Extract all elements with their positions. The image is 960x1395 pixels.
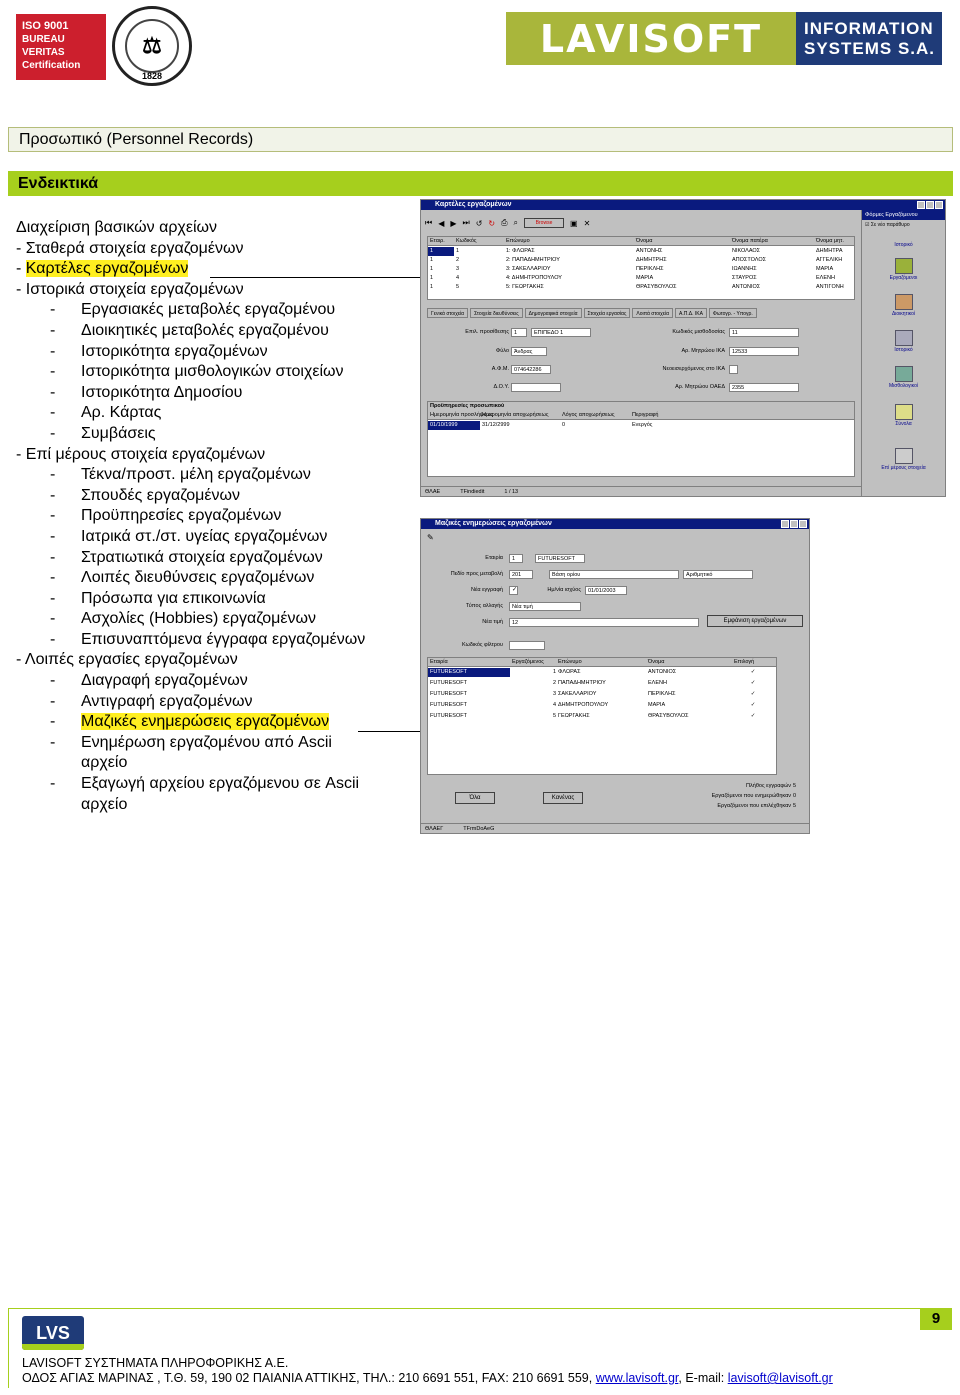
tab-general[interactable]: Γενικά στοιχεία [427,308,468,318]
list-dash: - [50,301,56,319]
list-dash: - [50,383,56,401]
cell: 5 [456,284,460,290]
col-header[interactable]: Περιγραφή [632,412,659,418]
ika-field[interactable]: 12533 [729,347,799,356]
list-subitem [16,671,416,692]
list-subitem-text: Εργασιακές μεταβολές εργαζομένου [81,301,336,319]
sex-label: Φύλο [495,348,509,354]
details-icon [895,448,913,464]
list-dash: - [50,713,56,731]
status-mid: TFrmDoAeG [463,826,495,832]
list-dash: - [50,733,56,751]
list-subitem-continuation: αρχείο [81,795,128,813]
list-dash: - [50,610,56,628]
cell: ΜΑΡΙΑ [636,275,654,281]
cell: ΜΑΡΙΑ [816,266,834,272]
history-icon [895,330,913,346]
information-systems-label [796,12,942,65]
new-ika-label: Νεοεισερχόμενος στο ΙΚΑ [662,366,725,372]
date-field[interactable]: 01/01/2003 [585,586,627,595]
payroll-code-field[interactable]: 11 [729,328,799,337]
window-titlebar [421,519,809,529]
list-subitem [16,342,416,363]
tab-apd-ika[interactable]: Α.Π.Δ. ΙΚΑ [675,308,707,318]
table-row[interactable] [428,265,854,274]
sidebar-item-history-2[interactable] [862,330,945,353]
new-value-label: Νέα τιμή [482,619,503,625]
cell: ΔΗΜΗΤΡΑ [816,248,843,254]
list-dash: - [50,692,56,710]
print-icon[interactable]: ⎙ [501,218,508,227]
status-mid: TFindiedit [460,489,485,495]
cell: 2 [552,680,556,686]
company-code-field[interactable]: 1 [511,328,527,337]
table-row[interactable] [428,701,776,710]
sidebar-item-employees[interactable] [862,258,945,281]
total-records-value: 5 [793,783,797,789]
sidebar-item-payroll[interactable] [862,366,945,389]
grid-header [428,658,776,667]
window-titlebar [421,200,945,210]
window-title: Καρτέλες εργαζομένων [435,201,512,208]
list-subitem [16,300,416,321]
cell: FUTURESOFT [428,668,510,677]
next-record-icon[interactable]: ▶ [450,218,457,228]
cell: ΣΑΚΕΛΛΑΡΙΟΥ [558,691,597,697]
list-item: - Ιστορικά στοιχεία εργαζομένων [16,280,244,298]
cell: ΑΝΤΙΓΟΝΗ [816,284,844,290]
list-subitem-text: Λοιπές διευθύνσεις εργαζομένων [81,569,315,587]
list-subitem-text: Διαγραφή εργαζομένων [81,672,248,690]
col-header[interactable]: Επώνυμο [506,238,530,244]
list-dash: - [50,507,56,525]
sidebar-item-label: Εργαζόμενοι [889,275,918,281]
list-subitem [16,383,416,404]
sidebar-item-details[interactable] [862,448,945,471]
company-name-field[interactable]: FUTURESOFT [535,554,585,563]
afm-label: Α.Φ.Μ. [491,366,509,372]
footer-company: LAVISOFT ΣΥΣΤΗΜΑΤΑ ΠΛΗΡΟΦΟΡΙΚΗΣ Α.Ε. [22,1356,289,1370]
list-subitem-text: Εξαγωγή αρχείου εργαζόμενου σε Ascii [81,775,360,793]
col-header[interactable]: Εταιρ. [430,238,445,244]
cell: ΕΛΕΝΗ [816,275,835,281]
list-dash: - [50,569,56,587]
employee-forms-sidebar [861,210,945,496]
window-controls[interactable] [917,201,943,209]
sidebar-item-totals[interactable] [862,404,945,427]
table-row[interactable] [428,274,854,283]
select-checkbox[interactable]: ✓ [750,702,756,708]
payroll-code-label: Κωδικός μισθοδοσίας [672,329,725,335]
list-subitem [16,568,416,589]
oaed-field[interactable]: 2355 [729,383,799,392]
list-dash: - [50,466,56,484]
cell: ΠΑΠΑΔΗΜΗΤΡΙΟΥ [558,680,606,686]
cell: 1 [456,248,460,254]
cell: ΣΤΑΥΡΟΣ [732,275,757,281]
connector-line [210,277,420,278]
list-subitem-text: Στρατιωτικά στοιχεία εργαζομένων [81,548,323,566]
ika-label: Αρ. Μητρώου ΙΚΑ [681,348,725,354]
sidebar-title: Φόρμες Εργαζόμενου [862,210,945,220]
col-header[interactable]: Λόγος αποχωρήσεως [562,412,615,418]
list-subitem [16,486,416,507]
table-row[interactable] [428,668,776,677]
list-subitem [16,630,416,651]
cell: 3 [552,691,556,697]
cell: ΑΓΓΕΛΙΚΗ [816,257,843,263]
change-type-select[interactable]: Νέα τιμή [509,602,581,611]
cell: 1 [552,669,556,675]
list-dash: - [50,548,56,566]
list-subitem-text: Ενημέρωση εργαζομένου από Ascii [81,733,332,751]
company-label: Επιλ. προσίθεσης [465,329,509,335]
undo-icon[interactable]: ↺ [475,218,483,228]
cell: ΦΛΩΡΑΣ [558,669,581,675]
employees-icon [895,258,913,274]
col-header[interactable]: Επιλογή [734,659,755,665]
list-subitem-text: Επισυναπτόμενα έγγραφα εργαζομένων [81,630,366,648]
totals-icon [895,404,913,420]
cell: ΙΩΑΝΝΗΣ [732,266,757,272]
cell: ΝΙΚΟΛΑΟΣ [732,248,761,254]
cell: 1 [428,247,454,256]
cell: ΑΝΤΩΝΙΟΣ [648,669,677,675]
cell: ΘΡΑΣΥΒΟΥΛΟΣ [648,713,689,719]
sidebar-item-label: Επί μέρους στοιχεία [881,465,926,471]
lavisoft-logo [506,12,942,65]
col-header[interactable]: Όνομα πατέρα [732,238,768,244]
list-subitem-text: Ασχολίες (Hobbies) εργαζομένων [81,610,316,628]
col-header[interactable]: Ημερομηνία προσλήψεως [430,412,494,418]
tab-addresses[interactable]: Στοιχεία διευθύνσεις [470,308,523,318]
field-name-field[interactable]: Βάση ορίου [549,570,679,579]
cell: Ενεργός [632,422,653,428]
sidebar-item-label: Διοικητικοί [891,311,916,317]
status-left: ΘΛΑΕΓ [425,826,444,832]
cell: FUTURESOFT [430,713,467,719]
selected-label: Εργαζόμενοι που επιλέχθηκαν [717,803,791,809]
list-subitem [16,609,416,630]
new-ika-checkbox[interactable] [729,365,738,374]
first-record-icon[interactable]: ⏮ [425,218,433,227]
bureau-veritas-logo [16,6,196,86]
total-records-label: Πλήθος εγγραφών [746,783,791,789]
delete-icon[interactable]: ✕ [583,218,591,228]
employee-cards-window [420,199,946,497]
history-title [428,402,854,411]
list-item: - Λοιπές εργασίες εργαζομένων [16,651,238,669]
cell: ΑΠΟΣΤΟΛΟΣ [732,257,766,263]
filter-code-field[interactable] [509,641,545,650]
cell: 5: ΓΕΩΡΓΑΚΗΣ [506,284,544,290]
list-item: - Επί μέρους στοιχεία εργαζομένων [16,445,266,463]
browse-button[interactable]: Browse [524,218,564,228]
list-dash: - [50,486,56,504]
col-header[interactable]: Εργαζόμενος [512,659,544,665]
list-subitem [16,362,416,383]
cell: 1 [430,284,434,290]
afm-field[interactable]: 074642286 [511,365,551,374]
select-all-button[interactable]: Όλα [455,792,495,804]
change-type-label: Τύπος αλλαγής [465,603,503,609]
cell: 4: ΔΗΜΗΤΡΟΠΟΥΛΟΥ [506,275,562,281]
list-subitem-text: Πρόσωπα για επικοινωνία [81,589,266,607]
select-checkbox[interactable]: ✓ [750,680,756,686]
show-employees-button[interactable]: Εμφάνιση εργαζομένων [707,615,803,627]
record-tabs [427,308,757,318]
list-item: - Σταθερά στοιχεία εργαζομένων [16,239,244,257]
list-subitem [16,733,416,754]
oaed-label: Αρ. Μητρώου ΟΑΕΔ [675,384,725,390]
list-subitem [16,321,416,342]
table-row[interactable] [428,283,854,292]
subsection-title: Ενδεικτικά [8,171,953,196]
list-subitem-text: Ιστορικότητα εργαζομένων [81,342,268,360]
highlighted-item: Μαζικές ενημερώσεις εργαζομένων [81,713,330,731]
updated-label: Εργαζόμενοι που ενημερώθηκαν [711,793,791,799]
cell: FUTURESOFT [430,702,467,708]
sidebar-item-admin[interactable] [862,294,945,317]
cell: ΓΕΩΡΓΑΚΗΣ [558,713,590,719]
list-dash: - [50,321,56,339]
new-window-checkbox[interactable]: ☑ Σε νέο παράθυρο [865,222,910,228]
email-link[interactable]: lavisoft@lavisoft.gr [727,1371,833,1385]
list-subitem-text: Συμβάσεις [81,424,156,442]
cell: ΜΑΡΙΑ [648,702,666,708]
employees-grid [427,236,855,300]
list-dash: - [50,630,56,648]
status-bar [421,823,809,833]
list-dash: - [50,424,56,442]
list-subitem-text: Προϋπηρεσίες εργαζομένων [81,507,282,525]
history-header [428,411,854,420]
new-value-field[interactable]: 12 [509,618,699,627]
list-subitem [16,712,416,733]
tab-demographics[interactable]: Δημογραφικά στοιχεία [525,308,582,318]
cell: 01/10/1999 [428,421,480,430]
sidebar-item-label: Ιστορικό [894,347,913,353]
col-header[interactable]: Εταιρία [430,659,448,665]
grid-header [428,237,854,246]
tab-photo-signature[interactable]: Φωτογρ. - Υπογρ. [709,308,757,318]
new-window-label: Σε νέο παράθυρο [870,222,910,228]
list-subitem-text [50,712,329,733]
employees-grid [427,657,777,775]
company-code-field[interactable]: 1 [509,554,523,563]
cell: 1 [430,266,434,272]
field-label: Πεδίο προς μεταβολή [450,571,503,577]
list-prefix: - [16,260,26,278]
new-record-label: Νέα εγγραφή [470,587,503,593]
doy-label: Δ.Ο.Υ. [493,384,509,390]
company-label: Εταιρία [485,555,503,561]
footer-address-text: ΟΔΟΣ ΑΓΙΑΣ ΜΑΡΙΝΑΣ , Τ.Θ. 59, 190 02 ΠΑΙΑΝΙΑ ΑΤΤΙΚΗΣ, ΤΗΛ.: 210 6691 551, FAX: 210 6691 559, [22,1371,596,1385]
list-dash: - [50,589,56,607]
sex-select[interactable]: Άνδρας [511,347,547,356]
page-number: 9 [920,1308,952,1330]
date-label: Ημ/νία ισχύος [547,587,581,593]
list-subitem-text: Αντιγραφή εργαζομένων [81,692,253,710]
info-line-2: SYSTEMS S.A. [804,38,936,58]
list-subitem [16,424,416,445]
prev-record-icon[interactable]: ◀ [438,218,445,228]
cell: 3 [456,266,460,272]
tab-work[interactable]: Στοιχεία εργασίας [584,308,631,318]
field-code-field[interactable]: 201 [509,570,533,579]
filter-code-label: Κωδικός φίλτρου [461,642,503,648]
cell: ΔΗΜΗΤΡΟΠΟΥΛΟΥ [558,702,609,708]
cell: FUTURESOFT [430,691,467,697]
edit-icon[interactable]: ✎ [427,533,434,542]
refresh-icon[interactable]: ↻ [488,218,496,228]
email-prefix: , E-mail: [678,1371,728,1385]
table-row[interactable] [428,247,854,256]
highlighted-item: Καρτέλες εργαζομένων [25,260,189,278]
col-header[interactable]: Επώνυμο [558,659,582,665]
bv-seal-figure-icon: ⚖ [125,19,179,73]
toolbar [425,216,855,230]
cell: 3: ΣΑΚΕΛΛΑΡΙΟΥ [506,266,551,272]
footer-address [22,1371,833,1385]
list-subitem-text: Τέκνα/προστ. μέλη εργαζομένων [81,466,311,484]
record-count: 1 / 13 [504,489,519,495]
list-dash: - [50,404,56,422]
list-subitem [16,548,416,569]
table-row[interactable] [428,712,776,721]
list-subitem-text: Διοικητικές μεταβολές εργαζομένου [81,321,329,339]
list-dash: - [50,363,56,381]
cell: ΔΗΜΗΤΡΗΣ [636,257,667,263]
cell: FUTURESOFT [430,680,467,686]
feature-list [16,218,416,815]
col-header[interactable]: Όνομα μητ. [816,238,844,244]
list-subitem [16,506,416,527]
list-dash: - [50,527,56,545]
cell: 1: ΦΛΩΡΑΣ [506,248,535,254]
sidebar-item-history[interactable] [862,242,945,248]
cell: ΠΕΡΙΚΛΗΣ [648,691,676,697]
connector-line [358,731,420,732]
lavisoft-wordmark: LAVISOFT [506,12,796,65]
history-grid [427,401,855,477]
window-controls[interactable] [781,520,807,528]
cell: 4 [456,275,460,281]
cell: 5 [552,713,556,719]
cell: 1 [430,257,434,263]
tab-other[interactable]: Λοιπά στοιχεία [632,308,673,318]
list-subitem [16,403,416,424]
section-title: Προσωπικό (Personnel Records) [8,127,953,152]
bv-seal-year: 1828 [141,71,163,81]
table-row[interactable] [428,256,854,265]
select-checkbox[interactable]: ✓ [750,691,756,697]
iso-label: ISO 9001 [22,20,69,32]
table-row[interactable] [428,679,776,688]
list-subitem [16,692,416,713]
bv-name-label: BUREAU VERITAS [22,34,65,58]
new-record-checkbox[interactable]: ✓ [509,586,518,595]
list-dash: - [50,342,56,360]
iso-certification-badge [16,14,106,80]
list-dash: - [50,775,56,793]
sidebar-item-label: Σύνολα [895,421,912,427]
save-icon[interactable]: ▣ [570,218,578,228]
list-subitem [16,589,416,610]
cell: ΕΛΕΝΗ [648,680,667,686]
mass-update-window [420,518,810,834]
list-subitem-text: Ιστορικότητα μισθολογικών στοιχείων [81,363,344,381]
cell: 0 [562,422,566,428]
search-icon[interactable]: ⌕ [513,218,519,227]
field-type-field[interactable]: Αριθμητικό [683,570,753,579]
sidebar-item-label: Μισθολογικοί [889,383,918,389]
bv-seal-icon [112,6,192,86]
list-heading: Διαχείριση βασικών αρχείων [16,219,218,236]
col-header[interactable]: Ημερομηνία αποχωρήσεως [482,412,549,418]
status-bar [421,486,861,496]
cell: 2 [456,257,460,263]
select-none-button[interactable]: Κανένας [543,792,583,804]
list-subitem [16,774,416,795]
cell: ΑΝΤΩΝΙΟΣ [732,284,761,290]
list-subitem [16,527,416,548]
lvs-logo-text: LVS [36,1322,70,1343]
cell: ΠΕΡΙΚΛΗΣ [636,266,664,272]
cell: 2: ΠΑΠΑΔΗΜΗΤΡΙΟΥ [506,257,560,263]
payroll-icon [895,366,913,382]
company-name-field[interactable]: ΕΠΙΠΕΔΟ 1 [531,328,591,337]
col-header[interactable]: Όνομα [648,659,665,665]
list-subitem-text: Ιστορικότητα Δημοσίου [81,383,243,401]
sidebar-item-label: Ιστορικό [894,242,913,248]
select-checkbox[interactable]: ✓ [750,713,756,719]
list-subitem [16,465,416,486]
website-link[interactable]: www.lavisoft.gr [595,1371,679,1385]
selected-value: 5 [793,803,797,809]
cell: 1 [430,275,434,281]
table-row[interactable] [428,421,854,430]
updated-value: 0 [793,793,797,799]
cell: ΘΡΑΣΥΒΟΥΛΟΣ [636,284,677,290]
cell: 4 [552,702,556,708]
history-title-text: Προϋπηρεσίες προσωπικού [430,403,505,409]
select-checkbox[interactable]: ✓ [750,669,756,675]
info-line-1: INFORMATION [804,18,934,38]
doy-field[interactable] [511,383,561,392]
lvs-logo [22,1316,84,1350]
list-dash: - [50,672,56,690]
admin-icon [895,294,913,310]
cell: ΑΝΤΩΝΗΣ [636,248,663,254]
cell: 31/12/2999 [482,422,510,428]
list-subitem-continuation: αρχείο [81,754,128,772]
last-record-icon[interactable]: ⏭ [462,218,470,227]
col-header[interactable]: Κωδικός [456,238,477,244]
table-row[interactable] [428,690,776,699]
list-subitem-text: Σπουδές εργαζομένων [81,486,240,504]
list-subitem-text: Ιατρικά στ./στ. υγείας εργαζομένων [81,527,328,545]
list-subitem-text: Αρ. Κάρτας [81,404,162,422]
status-left: ΘΛΑΕ [425,489,441,495]
window-title: Μαζικές ενημερώσεις εργαζομένων [435,520,552,527]
bv-cert-label: Certification [22,60,81,71]
col-header[interactable]: Όνομα [636,238,653,244]
